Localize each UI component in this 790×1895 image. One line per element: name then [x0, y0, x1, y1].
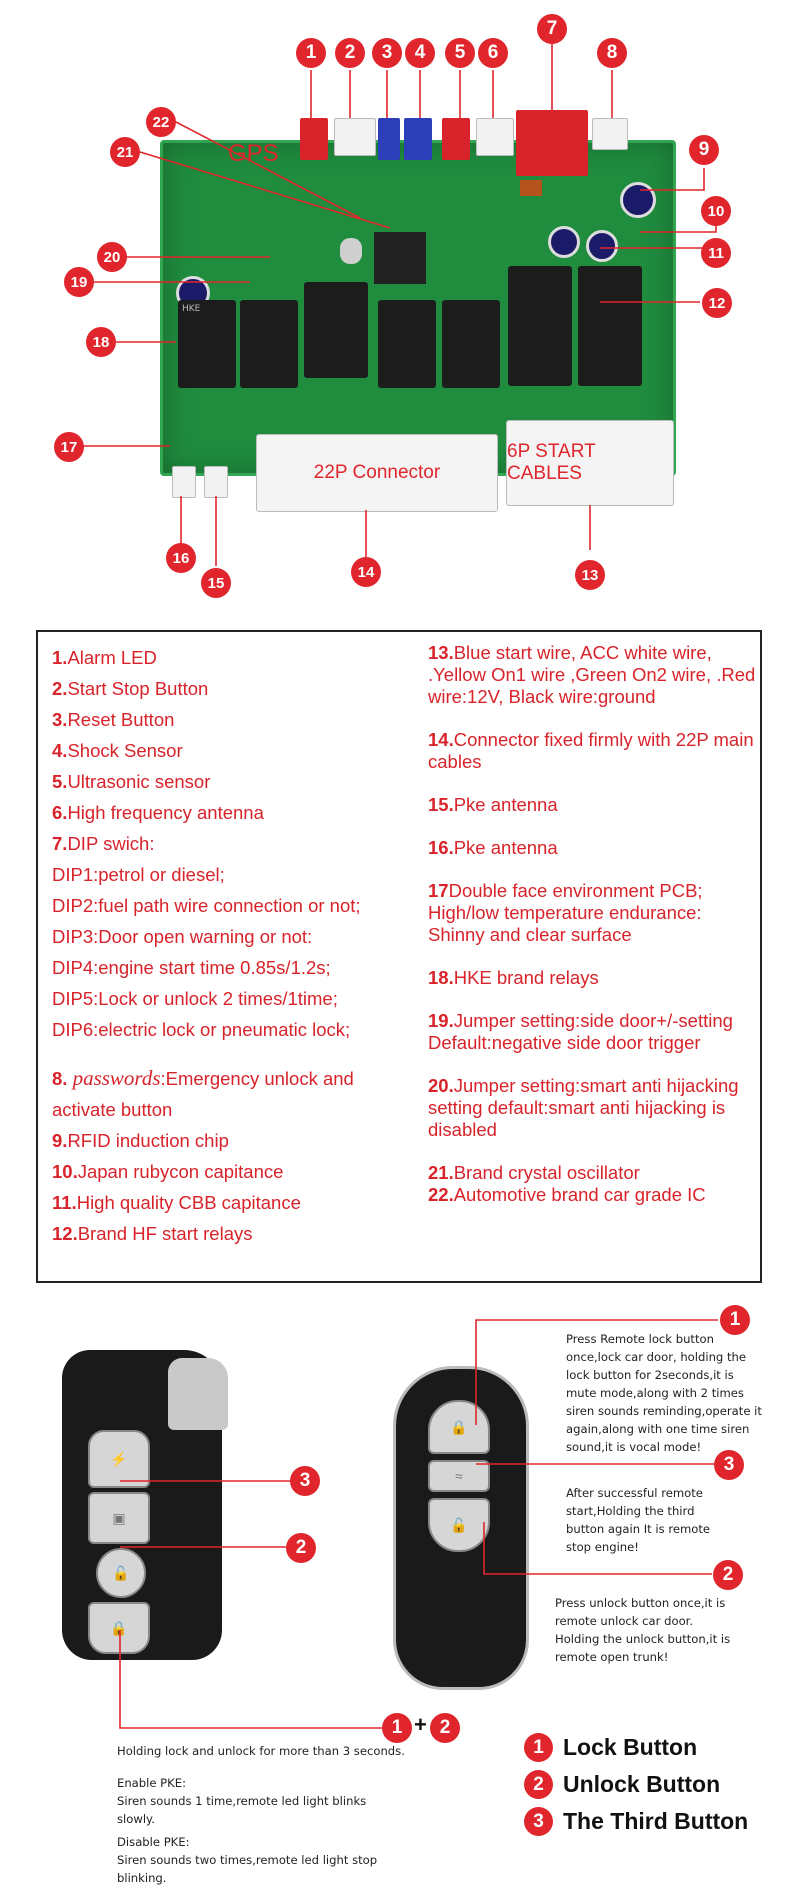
desc-item-6: 6.High frequency antenna	[52, 802, 264, 823]
marker-9: 9	[689, 135, 719, 165]
marker-22: 22	[146, 107, 176, 137]
desc-dip-4: DIP4:engine start time 0.85s/1.2s;	[52, 957, 331, 978]
relay-hke-4	[378, 300, 436, 388]
note-third-button: After successful remote start,Holding the third button again It is remote stop engine!	[566, 1486, 711, 1554]
remote2-marker-lock: 1	[720, 1305, 750, 1335]
desc-item-5: 5.Ultrasonic sensor	[52, 771, 211, 792]
connector-3	[378, 118, 400, 160]
desc-item-9: 9.RFID induction chip	[52, 1130, 229, 1151]
dip-switch	[516, 110, 588, 176]
remote2-unlock-button: 🔓	[428, 1498, 490, 1552]
combo-plus: +	[414, 1712, 427, 1737]
gps-label: GPS	[228, 140, 279, 167]
desc-dip-5: DIP5:Lock or unlock 2 times/1time;	[52, 988, 338, 1009]
legend-marker-3: 3	[524, 1807, 553, 1836]
remote1-lock-button: 🔒	[88, 1602, 150, 1654]
desc-item-11: 11.High quality CBB capitance	[52, 1192, 301, 1213]
desc-item-13: 13.Blue start wire, ACC white wire, .Yellow On1 wire ,Green On2 wire, .Red wire:12V, Black wire:ground	[428, 642, 756, 707]
combo-marker-unlock: 2	[430, 1713, 460, 1743]
remote-keys-section	[0, 1300, 790, 1895]
marker-2: 2	[335, 38, 365, 68]
desc-item-1: 1.Alarm LED	[52, 647, 157, 668]
marker-10: 10	[701, 196, 731, 226]
relay-hf-3	[508, 318, 572, 386]
remote1-marker-third: 3	[290, 1466, 320, 1496]
note-enable-pke	[117, 1774, 387, 1828]
connector-5	[442, 118, 470, 160]
note-disable-pke	[117, 1833, 387, 1887]
remote2-marker-unlock: 2	[713, 1560, 743, 1590]
connector-1	[300, 118, 328, 160]
desc-item-15: 15.Pke antenna	[428, 794, 558, 815]
marker-5: 5	[445, 38, 475, 68]
desc-dip-3: DIP3:Door open warning or not:	[52, 926, 313, 947]
connector-8	[592, 118, 628, 150]
note-lock-button: Press Remote lock button once,lock car door, holding the lock button for 2seconds,it is mute mode,along with 2 times siren sounds reminding,operate it again,along with one time siren sound,it is vocal mode!	[566, 1332, 762, 1454]
capacitor-11a	[548, 226, 580, 258]
desc-item-8: 8. passwords:Emergency unlock and	[52, 1066, 354, 1090]
remote1-unlock-button: 🔓	[96, 1548, 146, 1598]
marker-17: 17	[54, 432, 84, 462]
marker-14: 14	[351, 557, 381, 587]
marker-8: 8	[597, 38, 627, 68]
description-right-column	[428, 642, 758, 1206]
desc-item-14: 14.Connector fixed firmly with 22P main cables	[428, 729, 754, 772]
desc-item-19: 19.Jumper setting:side door+/-setting Default:negative side door trigger	[428, 1010, 733, 1053]
crystal-oscillator	[340, 238, 362, 264]
note-unlock-button: Press unlock button once,it is remote unlock car door. Holding the unlock button,it is remote open trunk!	[555, 1596, 731, 1664]
relay-hf-4	[578, 318, 642, 386]
desc-item-17: 17Double face environment PCB; High/low temperature endurance: Shinny and clear surface	[428, 880, 703, 945]
remote1-third-button: ▣	[88, 1492, 150, 1544]
desc-item-8-cont: activate button	[52, 1099, 173, 1120]
remote2-third-button: ≈	[428, 1460, 490, 1492]
desc-item-2: 2.Start Stop Button	[52, 678, 209, 699]
rfid-chip	[520, 180, 542, 196]
feature-description-box	[36, 630, 762, 1283]
marker-18: 18	[86, 327, 116, 357]
disable-pke-title: Disable PKE:	[117, 1835, 190, 1849]
pke-antenna-15	[204, 466, 228, 498]
marker-13: 13	[575, 560, 605, 590]
desc-dip-1: DIP1:petrol or diesel;	[52, 864, 225, 885]
legend-lock-button	[524, 1733, 697, 1762]
capacitor-10	[620, 182, 656, 218]
legend-unlock-button	[524, 1770, 720, 1799]
marker-6: 6	[478, 38, 508, 68]
pcb-diagram	[0, 0, 790, 600]
main-ic	[374, 232, 426, 284]
desc-item-3: 3.Reset Button	[52, 709, 175, 730]
legend-marker-2: 2	[524, 1770, 553, 1799]
connector-4	[404, 118, 432, 160]
legend-label-2: Unlock Button	[563, 1771, 721, 1797]
legend-label-1: Lock Button	[563, 1734, 698, 1760]
relay-hke-5	[442, 300, 500, 388]
legend-third-button	[524, 1807, 748, 1836]
marker-4: 4	[405, 38, 435, 68]
connector-6	[476, 118, 514, 156]
description-left-column	[52, 642, 402, 1249]
desc-item-10: 10.Japan rubycon capitance	[52, 1161, 284, 1182]
remote2-lock-button: 🔒	[428, 1400, 490, 1454]
connector-6p-start-cables: 6P START CABLES	[506, 420, 674, 506]
remote-flip-blade-housing	[168, 1358, 228, 1430]
marker-16: 16	[166, 543, 196, 573]
marker-11: 11	[701, 238, 731, 268]
note-combo: Holding lock and unlock for more than 3 seconds.	[117, 1744, 405, 1758]
connector-22p: 22P Connector	[256, 434, 498, 512]
desc-item-22: 22.Automotive brand car grade IC	[428, 1184, 706, 1205]
desc-item-20: 20.Jumper setting:smart anti hijacking setting default:smart anti hijacking is disabled	[428, 1075, 739, 1140]
remote1-marker-unlock: 2	[286, 1533, 316, 1563]
connector-2	[334, 118, 376, 156]
remote1-button-top-icon: ⚡	[88, 1430, 150, 1488]
disable-pke-text: Siren sounds two times,remote led light stop blinking.	[117, 1853, 378, 1885]
marker-21: 21	[110, 137, 140, 167]
pke-antenna-16	[172, 466, 196, 498]
marker-20: 20	[97, 242, 127, 272]
desc-item-16: 16.Pke antenna	[428, 837, 558, 858]
marker-7: 7	[537, 14, 567, 44]
desc-item-18: 18.HKE brand relays	[428, 967, 599, 988]
marker-15: 15	[201, 568, 231, 598]
desc-item-12: 12.Brand HF start relays	[52, 1223, 253, 1244]
enable-pke-title: Enable PKE:	[117, 1776, 187, 1790]
desc-dip-6: DIP6:electric lock or pneumatic lock;	[52, 1019, 351, 1040]
desc-item-7: 7.DIP swich:	[52, 833, 155, 854]
desc-item-21: 21.Brand crystal oscillator	[428, 1162, 640, 1183]
marker-19: 19	[64, 267, 94, 297]
relay-hke-2	[240, 300, 298, 388]
enable-pke-text: Siren sounds 1 time,remote led light blinks slowly.	[117, 1794, 367, 1826]
legend-marker-1: 1	[524, 1733, 553, 1762]
relay-hke-3	[304, 282, 368, 378]
desc-dip-2: DIP2:fuel path wire connection or not;	[52, 895, 361, 916]
desc-item-4: 4.Shock Sensor	[52, 740, 183, 761]
remote2-marker-third: 3	[714, 1450, 744, 1480]
marker-12: 12	[702, 288, 732, 318]
legend-label-3: The Third Button	[563, 1808, 749, 1834]
marker-1: 1	[296, 38, 326, 68]
capacitor-11b	[586, 230, 618, 262]
relay-hke-1: HKE	[178, 300, 236, 388]
marker-3: 3	[372, 38, 402, 68]
combo-marker-lock: 1	[382, 1713, 412, 1743]
